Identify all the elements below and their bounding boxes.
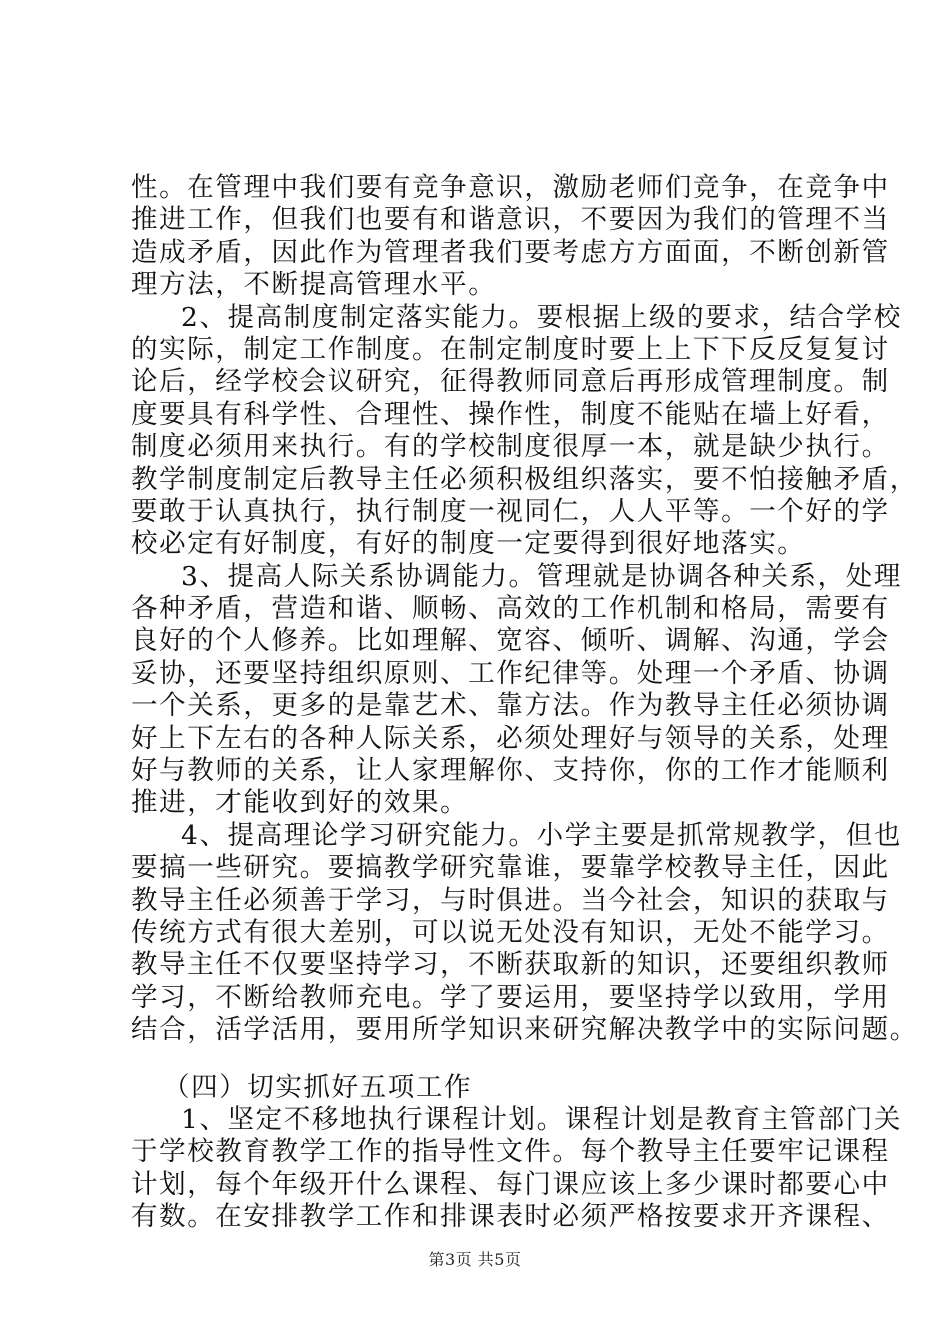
paragraph-start-line: 2、提高制度制定落实能力。要根据上级的要求，结合学校	[181, 301, 902, 333]
document-body	[131, 172, 918, 1234]
text-line: 要搞一些研究。要搞教学研究靠谁，要靠学校教导主任，因此	[131, 852, 890, 884]
text-line: 性。在管理中我们要有竞争意识，激励老师们竞争，在竞争中	[131, 172, 890, 203]
text-line: 教导主任必须善于学习，与时俱进。当今社会，知识的获取与	[131, 884, 890, 916]
section-spacer	[131, 1047, 836, 1072]
text-line: 结合，活学活用，要用所学知识来研究解决教学中的实际问题。	[131, 1014, 918, 1046]
text-line: 校必定有好制度，有好的制度一定要得到很好地落实。	[131, 528, 806, 560]
paragraph-start-line: 3、提高人际关系协调能力。管理就是协调各种关系，处理	[181, 560, 902, 592]
text-line: 计划，每个年级开什么课程、每门课应该上多少课时都要心中	[131, 1168, 890, 1200]
page-footer: 第3页 共5页	[428, 1250, 522, 1269]
text-line: 有数。在安排教学工作和排课表时必须严格按要求开齐课程、	[131, 1201, 890, 1233]
text-line: 传统方式有很大差别，可以说无处没有知识，无处不能学习。	[131, 916, 890, 948]
text-line: 妥协，还要坚持组织原则、工作纪律等。处理一个矛盾、协调	[131, 657, 890, 689]
text-line: 理方法，不断提高管理水平。	[131, 269, 497, 301]
section-heading: （四）切实抓好五项工作	[163, 1071, 473, 1103]
text-line: 教学制度制定后教导主任必须积极组织落实，要不怕接触矛盾，	[131, 463, 918, 495]
text-line: 度要具有科学性、合理性、操作性，制度不能贴在墙上好看，	[131, 398, 890, 430]
text-line: 学习，不断给教师充电。学了要运用，要坚持学以致用，学用	[131, 981, 890, 1013]
text-line: 推进，才能收到好的效果。	[131, 787, 469, 819]
text-line: 一个关系，更多的是靠艺术、靠方法。作为教导主任必须协调	[131, 690, 890, 722]
paragraph-start-line: 1、坚定不移地执行课程计划。课程计划是教育主管部门关	[181, 1103, 902, 1135]
text-line: 要敢于认真执行，执行制度一视同仁，人人平等。一个好的学	[131, 495, 890, 527]
text-line: 论后，经学校会议研究，征得教师同意后再形成管理制度。制	[131, 366, 890, 398]
text-line: 各种矛盾，营造和谐、顺畅、高效的工作机制和格局，需要有	[131, 593, 890, 625]
text-line: 造成矛盾，因此作为管理者我们要考虑方方面面，不断创新管	[131, 236, 890, 268]
text-line: 好上下左右的各种人际关系，必须处理好与领导的关系，处理	[131, 722, 890, 754]
text-line: 好与教师的关系，让人家理解你、支持你，你的工作才能顺利	[131, 755, 890, 787]
text-line: 推进工作，但我们也要有和谐意识，不要因为我们的管理不当	[131, 204, 890, 236]
text-line: 制度必须用来执行。有的学校制度很厚一本，就是缺少执行。	[131, 431, 890, 463]
paragraph-start-line: 4、提高理论学习研究能力。小学主要是抓常规教学，但也	[181, 819, 902, 851]
text-line: 的实际，制定工作制度。在制定制度时要上上下下反反复复讨	[131, 333, 890, 365]
text-line: 于学校教育教学工作的指导性文件。每个教导主任要牢记课程	[131, 1136, 890, 1168]
text-line: 教导主任不仅要坚持学习，不断获取新的知识，还要组织教师	[131, 949, 890, 981]
text-line: 良好的个人修养。比如理解、宽容、倾听、调解、沟通，学会	[131, 625, 890, 657]
